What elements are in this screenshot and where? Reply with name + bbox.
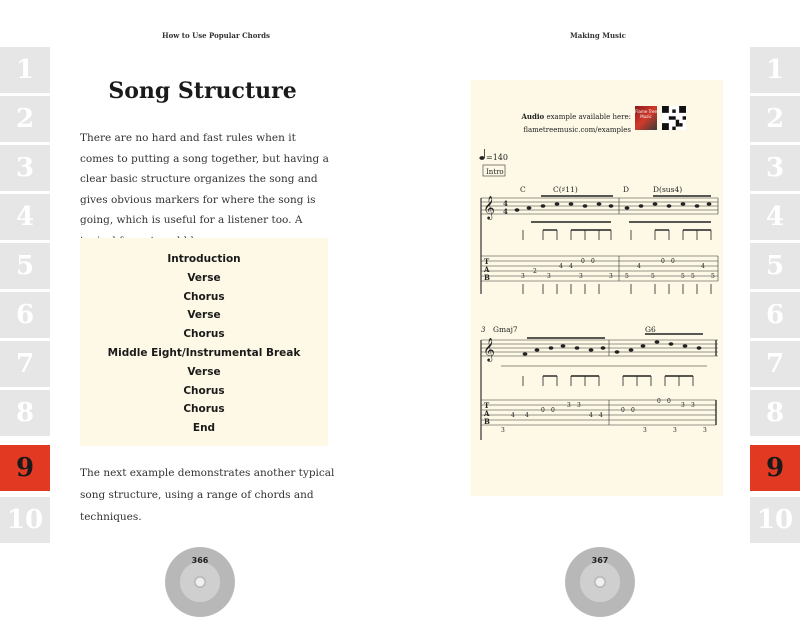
svg-text:4: 4 xyxy=(569,263,573,270)
thumb-tab-5[interactable]: 5 xyxy=(0,243,50,289)
tab-letter: A xyxy=(484,409,490,418)
svg-text:4: 4 xyxy=(525,412,529,419)
treble-clef-icon: 𝄞 xyxy=(483,337,495,361)
svg-text:4: 4 xyxy=(637,263,641,270)
svg-text:3: 3 xyxy=(547,273,551,280)
music-example-panel xyxy=(471,80,723,496)
svg-text:3: 3 xyxy=(579,273,583,280)
tab-letter: B xyxy=(484,273,490,282)
chord-symbol: D(sus4) xyxy=(653,185,683,194)
svg-text:0: 0 xyxy=(541,407,545,414)
svg-text:5: 5 xyxy=(651,273,655,280)
thumb-tab-7[interactable]: 7 xyxy=(750,341,800,387)
chord-symbol: Gmaj7 xyxy=(493,325,518,334)
structure-item: Introduction xyxy=(167,253,241,265)
structure-item: Chorus xyxy=(183,384,225,397)
thumb-tab-6[interactable]: 6 xyxy=(0,292,50,338)
svg-text:0: 0 xyxy=(551,407,555,414)
svg-text:3: 3 xyxy=(673,427,677,434)
thumb-tab-9-active[interactable]: 9 xyxy=(750,445,800,491)
time-signature: 4 xyxy=(503,199,508,208)
thumb-tab-3[interactable]: 3 xyxy=(0,145,50,191)
thumb-tab-4[interactable]: 4 xyxy=(0,194,50,240)
svg-text:0: 0 xyxy=(657,398,661,405)
flame-tree-logo: Flame Tree Music xyxy=(635,106,657,130)
structure-item: Chorus xyxy=(183,328,225,341)
structure-item: Verse xyxy=(187,271,221,284)
beams-system-1 xyxy=(531,196,711,222)
chord-symbol: G6 xyxy=(645,325,656,334)
tab-stems-1 xyxy=(523,284,711,294)
svg-text:5: 5 xyxy=(681,273,685,280)
tab-letter: T xyxy=(484,257,490,266)
page-number-left: 366 xyxy=(191,556,209,565)
thumb-tab-10[interactable]: 10 xyxy=(750,497,800,543)
structure-item: Verse xyxy=(187,365,221,378)
beams-system-2 xyxy=(501,334,707,366)
tab-numbers-2 xyxy=(501,398,707,434)
audio-note xyxy=(491,110,631,137)
svg-text:4: 4 xyxy=(511,412,515,419)
running-head-left: How to Use Popular Chords xyxy=(162,31,270,40)
bar-number: 3 xyxy=(481,326,486,334)
page-title: Song Structure xyxy=(108,78,297,104)
chord-symbol: D xyxy=(623,185,630,194)
thumb-tab-5[interactable]: 5 xyxy=(750,243,800,289)
tab-letter: T xyxy=(484,401,490,410)
svg-text:0: 0 xyxy=(581,258,585,265)
svg-text:5: 5 xyxy=(625,273,629,280)
intro-paragraph: There are no hard and fast rules when it comes to putting a song together, but having a clear basic structure organizes the song and gives obvious markers for where the song is going, which is useful for a listener too. A xyxy=(80,132,329,226)
svg-text:3: 3 xyxy=(567,402,571,409)
svg-text:3: 3 xyxy=(521,273,525,280)
running-head-right: Making Music xyxy=(570,31,626,40)
svg-text:0: 0 xyxy=(621,407,625,414)
svg-text:2: 2 xyxy=(533,268,537,275)
svg-text:4: 4 xyxy=(589,412,593,419)
left-page xyxy=(0,0,400,581)
svg-text:4: 4 xyxy=(599,412,603,419)
svg-text:3: 3 xyxy=(577,402,581,409)
music-notation xyxy=(471,144,723,484)
tab-letter: A xyxy=(484,265,490,274)
thumb-tab-8[interactable]: 8 xyxy=(750,390,800,436)
svg-text:3: 3 xyxy=(609,273,613,280)
section-label: Intro xyxy=(486,168,504,176)
svg-text:3: 3 xyxy=(681,402,685,409)
svg-text:5: 5 xyxy=(711,273,715,280)
chord-symbol: C xyxy=(520,185,526,194)
svg-text:0: 0 xyxy=(667,398,671,405)
thumb-tab-6[interactable]: 6 xyxy=(750,292,800,338)
thumb-tab-2[interactable]: 2 xyxy=(750,96,800,142)
thumb-tab-3[interactable]: 3 xyxy=(750,145,800,191)
svg-text:3: 3 xyxy=(703,427,707,434)
svg-text:3: 3 xyxy=(691,402,695,409)
rhythm-row-2 xyxy=(523,376,693,386)
thumb-tab-9-active[interactable]: 9 xyxy=(0,445,50,491)
chord-symbol: C(♯11) xyxy=(553,185,578,194)
svg-text:0: 0 xyxy=(661,258,665,265)
audio-text: example available here: xyxy=(544,113,631,121)
tab-letter: B xyxy=(484,417,490,426)
thumb-tab-1[interactable]: 1 xyxy=(750,47,800,93)
structure-item: End xyxy=(192,422,216,435)
outro-paragraph: The next example demonstrates another typical song structure, using a range of chords and techniques. xyxy=(80,467,335,523)
right-page xyxy=(400,0,800,581)
structure-item: Middle Eight/Instrumental Break xyxy=(107,346,301,359)
structure-item: Verse xyxy=(187,309,221,322)
thumb-tab-8[interactable]: 8 xyxy=(0,390,50,436)
tempo-text: =140 xyxy=(486,153,508,162)
structure-item: Chorus xyxy=(183,403,225,416)
svg-text:5: 5 xyxy=(691,273,695,280)
svg-text:0: 0 xyxy=(631,407,635,414)
svg-text:0: 0 xyxy=(591,258,595,265)
svg-text:4: 4 xyxy=(559,263,563,270)
qr-code-icon[interactable] xyxy=(662,106,686,130)
svg-text:4: 4 xyxy=(701,263,705,270)
tempo-marking xyxy=(479,149,508,162)
treble-clef-icon: 𝄞 xyxy=(483,195,495,219)
song-structure-list xyxy=(80,238,328,438)
time-signature: 4 xyxy=(503,207,508,216)
thumb-tab-10[interactable]: 10 xyxy=(0,497,50,543)
page-number-right: 367 xyxy=(591,556,609,565)
audio-label: Audio xyxy=(521,112,545,121)
structure-item: Chorus xyxy=(183,290,225,303)
thumb-tab-4[interactable]: 4 xyxy=(750,194,800,240)
svg-text:3: 3 xyxy=(501,427,505,434)
audio-link[interactable]: flametreemusic.com/examples xyxy=(523,126,631,134)
thumb-tab-1[interactable]: 1 xyxy=(0,47,50,93)
svg-text:3: 3 xyxy=(643,427,647,434)
thumb-tab-2[interactable]: 2 xyxy=(0,96,50,142)
svg-text:0: 0 xyxy=(671,258,675,265)
thumb-tab-7[interactable]: 7 xyxy=(0,341,50,387)
rhythm-row-1 xyxy=(523,230,711,240)
song-structure-box xyxy=(80,238,328,446)
